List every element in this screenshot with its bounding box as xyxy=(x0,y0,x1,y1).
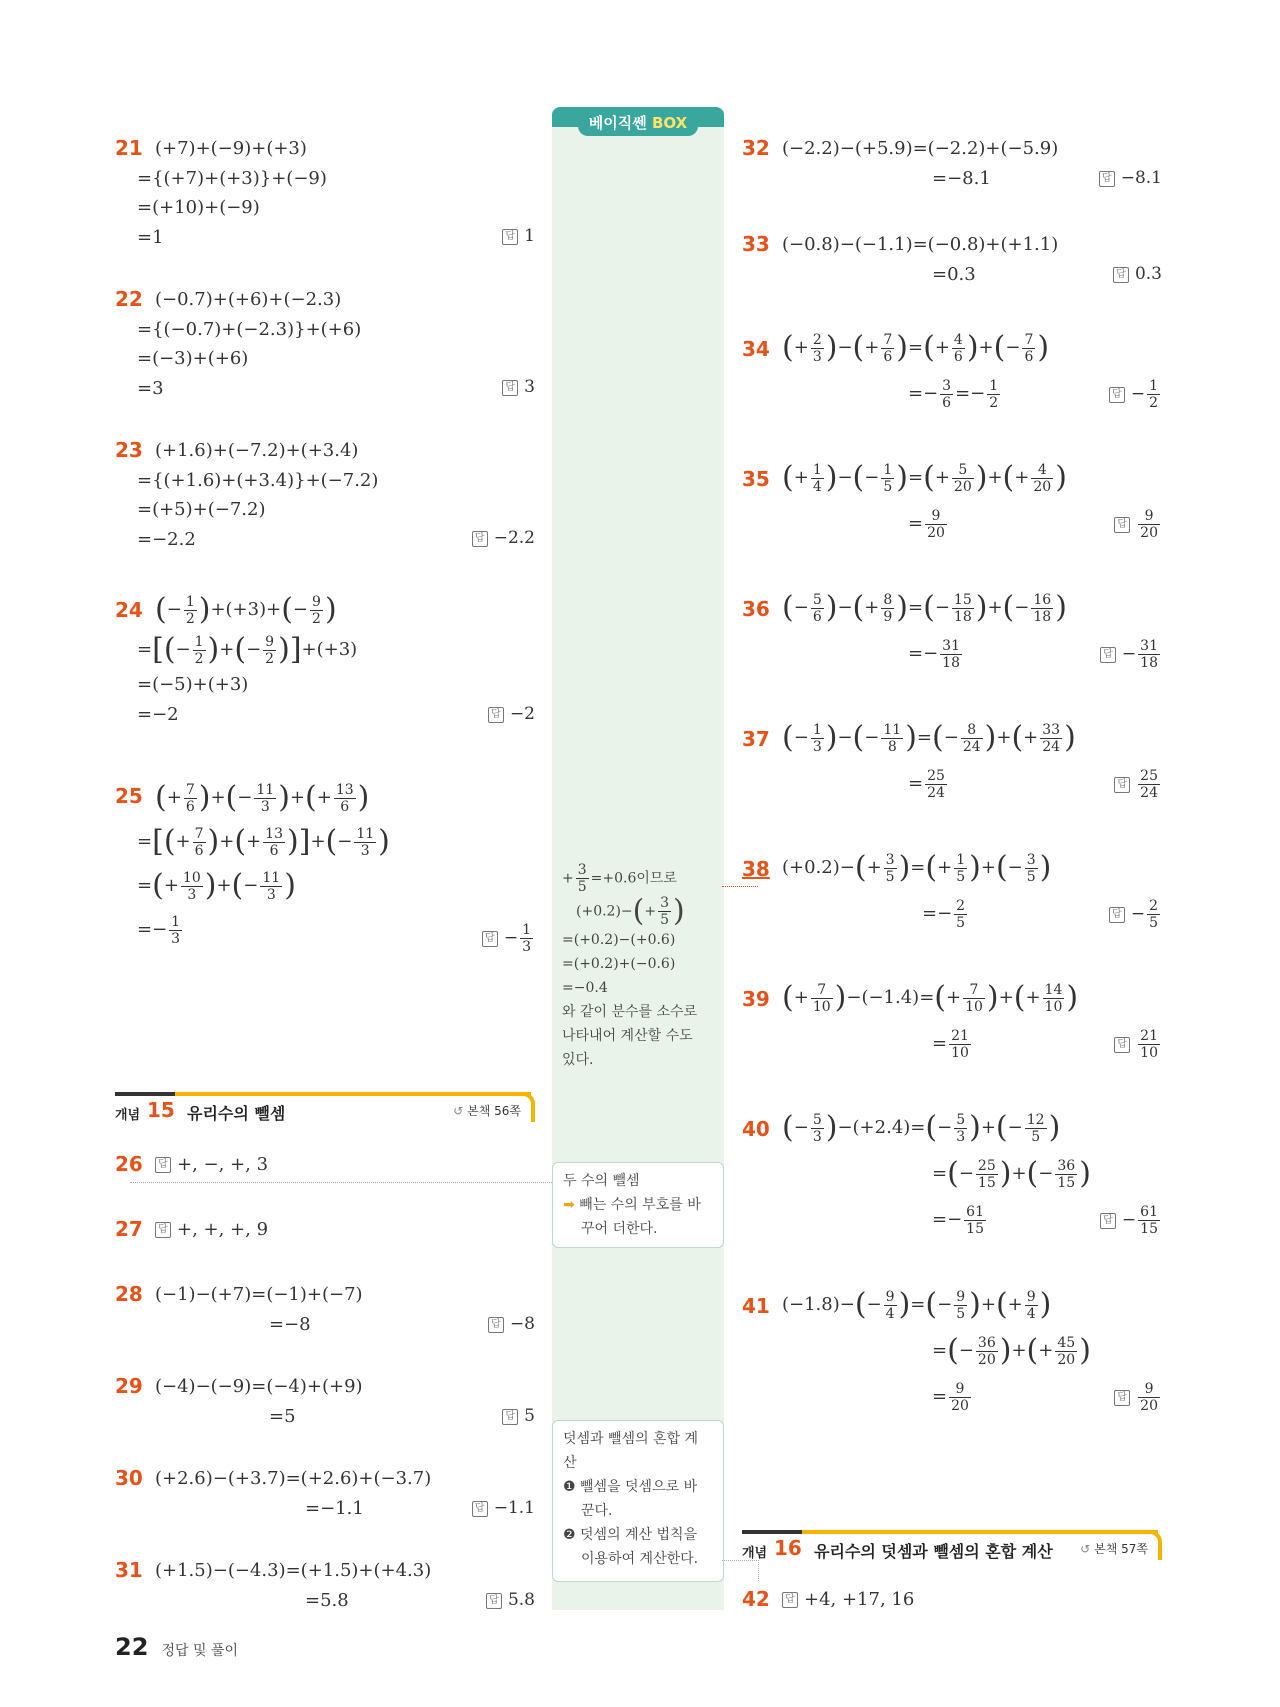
equation-line: =(−3)+(+6) xyxy=(137,348,249,369)
answer-icon: 답 xyxy=(482,931,498,947)
footer-label: 정답 및 풀이 xyxy=(161,1643,239,1659)
answer-icon: 답 xyxy=(1099,171,1115,187)
answer: 답 5.8 xyxy=(486,1586,535,1616)
note2-text1: 빼는 수의 부호를 바 xyxy=(579,1197,701,1213)
answer: 답 −8.1 xyxy=(1099,164,1162,194)
note3-title2: 산 xyxy=(563,1455,577,1471)
answer: 답 − $\frac{1}{3}$ xyxy=(482,922,535,955)
header-corner xyxy=(1150,1530,1162,1560)
equation-line: (+1.6)+(−7.2)+(+3.4) xyxy=(155,440,359,461)
answer: 답 −2.2 xyxy=(472,524,535,554)
equation-line: =5 xyxy=(269,1405,296,1427)
equation-line: (− $\frac{1}{3}$ )−(− $\frac{11}{8}$ )=(− $\frac{8}{24}$ )+(+ $\frac{33}{24}$ ) xyxy=(782,720,1076,755)
answer-icon: 답 xyxy=(1100,647,1116,663)
equation-line: =−2 xyxy=(137,703,179,725)
equation-line: = $\frac{9}{20}$ xyxy=(908,507,945,541)
concept-prefix: 개념 xyxy=(115,1108,141,1123)
circled-two-icon: ❷ xyxy=(563,1527,576,1543)
answer-icon: 답 xyxy=(488,1317,504,1333)
concept-number: 16 xyxy=(774,1536,802,1560)
equation-line: =(+ $\frac{10}{3}$ )+(− $\frac{11}{3}$ ) xyxy=(137,868,296,903)
answer: 답 5 xyxy=(502,1402,535,1432)
answer: 답 −1.1 xyxy=(472,1494,535,1524)
note2-text2: 꾸어 더한다. xyxy=(581,1221,658,1237)
problem-number: 30 xyxy=(115,1466,143,1490)
problem-number: 25 xyxy=(115,784,143,808)
answer-icon: 답 xyxy=(1114,1037,1130,1053)
basic-box-title-main: 베이직쎈 xyxy=(588,114,647,132)
equation-line: =− $\frac{1}{3}$ xyxy=(137,913,181,947)
answer-icon: 답 xyxy=(155,1157,171,1173)
answer: 답 3 xyxy=(502,373,535,403)
equation-line: (+ $\frac{7}{6}$ )+(− $\frac{11}{3}$ )+(+ $\frac{13}{6}$ ) xyxy=(155,780,370,815)
problem-number: 35 xyxy=(742,467,770,491)
equation-line: =5.8 xyxy=(305,1589,349,1611)
note-line8: 있다. xyxy=(562,1052,594,1068)
equation-line: =(− $\frac{25}{15}$ )+(− $\frac{36}{15}$ ) xyxy=(932,1156,1091,1191)
note3-title1: 덧셈과 뺄셈의 혼합 계 xyxy=(563,1431,699,1447)
concept-prefix: 개념 xyxy=(742,1546,768,1561)
equation-line: =(+5)+(−7.2) xyxy=(137,499,266,520)
equation-line: =− $\frac{31}{18}$ xyxy=(908,637,960,671)
problem-number: 32 xyxy=(742,136,770,160)
box-note-decimal: + $\frac{3}{5}$ =+0.6이므로 (+0.2)−(+ $\frac{3}{5}$ ) =(+0.2)−(+0.6) =(+0.2)+(−0.6) =−0.4 와 같이 분수를 소수로 나타내어 계산할 수도 있다. xyxy=(562,862,722,1072)
concept-title: 유리수의 덧셈과 뺄셈의 혼합 계산 xyxy=(814,1542,1053,1561)
equation-line: (−4)−(−9)=(−4)+(+9) xyxy=(155,1376,363,1397)
concept-16-header xyxy=(742,1530,1162,1564)
equation-line: (−2.2)−(+5.9)=(−2.2)+(−5.9) xyxy=(782,138,1059,159)
equation-line: ={(+7)+(+3)}+(−9) xyxy=(137,167,327,189)
answer-icon: 답 xyxy=(1109,387,1125,403)
problem-number: 39 xyxy=(742,987,770,1011)
page-ref: ↺ 본책 56쪽 xyxy=(453,1104,521,1118)
equation-line: =(+10)+(−9) xyxy=(137,197,260,218)
problem-number: 24 xyxy=(115,598,143,622)
answer-icon: 답 xyxy=(1113,267,1129,283)
equation-line: =3 xyxy=(137,377,164,399)
equation-line: (+ $\frac{1}{4}$ )−(− $\frac{1}{5}$ )=(+ $\frac{5}{20}$ )+(+ $\frac{4}{20}$ ) xyxy=(782,460,1067,495)
problem-number: 36 xyxy=(742,597,770,621)
equation-line: =−8 xyxy=(269,1313,311,1335)
problem-number: 42 xyxy=(742,1587,770,1611)
answer-icon: 답 xyxy=(472,531,488,547)
problem-number: 33 xyxy=(742,232,770,256)
note3-item2b: 이용하여 계산한다. xyxy=(581,1551,699,1567)
page-ref: ↺ 본책 57쪽 xyxy=(1080,1542,1148,1556)
equation-line: (− $\frac{5}{6}$ )−(+ $\frac{8}{9}$ )=(− $\frac{15}{18}$ )+(− $\frac{16}{18}$ ) xyxy=(782,590,1067,625)
page-footer xyxy=(115,1633,238,1661)
problem-number: 27 xyxy=(115,1217,143,1241)
answer: +, −, +, 3 xyxy=(177,1154,269,1175)
page-number: 22 xyxy=(115,1633,149,1661)
equation-line: =0.3 xyxy=(932,263,976,285)
problem-number: 22 xyxy=(115,287,143,311)
problem-number: 29 xyxy=(115,1374,143,1398)
problem-number: 21 xyxy=(115,136,143,160)
answer-icon: 답 xyxy=(486,1593,502,1609)
answer-icon: 답 xyxy=(1109,907,1125,923)
note-frac-num: 3 xyxy=(577,862,587,878)
note-frac-den: 5 xyxy=(577,879,587,895)
equation-line: =1 xyxy=(137,226,164,248)
answer-icon: 답 xyxy=(472,1501,488,1517)
note3-item1a: 뺄셈을 덧셈으로 바 xyxy=(580,1479,698,1495)
problem-number: 31 xyxy=(115,1558,143,1582)
problem-number: 41 xyxy=(742,1294,770,1318)
note-line4: =(+0.2)+(−0.6) xyxy=(562,956,676,972)
problem-number: 28 xyxy=(115,1282,143,1306)
equation-line: =(−5)+(+3) xyxy=(137,674,249,695)
equation-line: =− $\frac{2}{5}$ xyxy=(922,897,966,931)
note-line5: =−0.4 xyxy=(562,980,608,996)
answer: 답 − $\frac{61}{15}$ xyxy=(1100,1197,1162,1243)
answer: 답 1 xyxy=(502,222,535,252)
equation-line: (−0.8)−(−1.1)=(−0.8)+(+1.1) xyxy=(782,234,1059,255)
problem-number: 34 xyxy=(742,337,770,361)
arrow-icon: ➡ xyxy=(563,1197,575,1213)
answer-icon: 답 xyxy=(502,229,518,245)
answer-icon: 답 xyxy=(1100,1213,1116,1229)
concept-title: 유리수의 뺄셈 xyxy=(187,1104,286,1123)
equation-line: (− $\frac{1}{2}$ )+(+3)+(− $\frac{9}{2}$ ) xyxy=(155,592,337,627)
concept-number: 15 xyxy=(147,1098,175,1122)
note-line1: =+0.6이므로 xyxy=(590,870,677,887)
answer-icon: 답 xyxy=(155,1222,171,1238)
equation-line: =[(− $\frac{1}{2}$ )+(− $\frac{9}{2}$ )]+(+3) xyxy=(137,632,358,667)
equation-line: =−8.1 xyxy=(932,167,991,189)
equation-line: (+0.2)−(+ $\frac{3}{5}$ )=(+ $\frac{1}{5}$ )+(− $\frac{3}{5}$ ) xyxy=(782,850,1052,885)
answer-icon: 답 xyxy=(1114,777,1130,793)
problem-number: 38 xyxy=(742,857,770,881)
equation-line: =− $\frac{3}{6}$ =− $\frac{1}{2}$ xyxy=(908,377,999,411)
note3-item2a: 덧셈의 계산 법칙을 xyxy=(580,1527,698,1543)
problem-number: 40 xyxy=(742,1117,770,1141)
equation-line: =[(+ $\frac{7}{6}$ )+(+ $\frac{13}{6}$ )]+(− $\frac{11}{3}$ ) xyxy=(137,824,390,859)
answer: 답 $\frac{25}{24}$ xyxy=(1114,761,1162,807)
note3-item1b: 꾼다. xyxy=(581,1503,613,1519)
dotted-leader xyxy=(130,1182,552,1183)
note-line3: =(+0.2)−(+0.6) xyxy=(562,932,676,948)
refresh-icon: ↺ xyxy=(1080,1542,1091,1556)
equation-line: (+ $\frac{2}{3}$ )−(+ $\frac{7}{6}$ )=(+ $\frac{4}{6}$ )+(− $\frac{7}{6}$ ) xyxy=(782,330,1050,365)
answer: 답 $\frac{9}{20}$ xyxy=(1114,1374,1162,1420)
basic-box-column xyxy=(552,110,724,1610)
answer: +4, +17, 16 xyxy=(804,1589,915,1610)
answer-icon: 답 xyxy=(1114,1390,1130,1406)
problem-number: 23 xyxy=(115,438,143,462)
equation-line: =−1.1 xyxy=(305,1497,364,1519)
equation-line: =(− $\frac{36}{20}$ )+(+ $\frac{45}{20}$ ) xyxy=(932,1333,1091,1368)
answer: 답 0.3 xyxy=(1113,260,1162,290)
note-line7: 나타내어 계산할 수도 xyxy=(562,1028,693,1044)
answer-icon: 답 xyxy=(502,1409,518,1425)
equation-line: =−2.2 xyxy=(137,528,196,550)
concept-15-header xyxy=(115,1092,535,1126)
equation-line: ={(−0.7)+(−2.3)}+(+6) xyxy=(137,318,362,340)
equation-line: = $\frac{9}{20}$ xyxy=(932,1380,969,1414)
equation-line: (+ $\frac{7}{10}$ )−(−1.4)=(+ $\frac{7}{10}$ )+(+ $\frac{14}{10}$ ) xyxy=(782,980,1079,1015)
equation-line: (− $\frac{5}{3}$ )−(+2.4)=(− $\frac{5}{3}$ )+(− $\frac{12}{5}$ ) xyxy=(782,1110,1061,1145)
answer-icon: 답 xyxy=(502,380,518,396)
equation-line: ={(+1.6)+(+3.4)}+(−7.2) xyxy=(137,469,379,491)
equation-line: =− $\frac{61}{15}$ xyxy=(932,1203,984,1237)
answer: 답 $\frac{21}{10}$ xyxy=(1114,1021,1162,1067)
answer: 답 − $\frac{31}{18}$ xyxy=(1100,631,1162,677)
problem-number: 37 xyxy=(742,727,770,751)
answer: +, +, +, 9 xyxy=(177,1219,269,1240)
box-note-subtraction xyxy=(552,1162,724,1248)
equation-line: (+7)+(−9)+(+3) xyxy=(155,138,307,159)
equation-line: (−0.7)+(+6)+(−2.3) xyxy=(155,289,342,310)
problem-number: 26 xyxy=(115,1152,143,1176)
circled-one-icon: ❶ xyxy=(563,1479,576,1495)
equation-line: = $\frac{21}{10}$ xyxy=(932,1027,969,1061)
note-line6: 와 같이 분수를 소수로 xyxy=(562,1004,698,1020)
answer-icon: 답 xyxy=(1114,517,1130,533)
header-corner xyxy=(523,1092,535,1122)
answer: 답 −2 xyxy=(488,700,535,730)
box-note-mixed xyxy=(552,1420,724,1582)
dotted-leader xyxy=(722,886,758,887)
answer: 답 $\frac{9}{20}$ xyxy=(1114,501,1162,547)
equation-line: = $\frac{25}{24}$ xyxy=(908,767,945,801)
refresh-icon: ↺ xyxy=(453,1104,464,1118)
basic-box-title xyxy=(578,110,698,136)
answer: 답 −8 xyxy=(488,1310,535,1340)
answer-icon: 답 xyxy=(782,1592,798,1608)
equation-line: (−1.8)−(− $\frac{9}{4}$ )=(− $\frac{9}{5}$ )+(+ $\frac{9}{4}$ ) xyxy=(782,1287,1052,1322)
basic-box-title-box: BOX xyxy=(651,114,688,132)
equation-line: (−1)−(+7)=(−1)+(−7) xyxy=(155,1284,363,1305)
note2-title: 두 수의 뺄셈 xyxy=(563,1173,640,1189)
equation-line: (+1.5)−(−4.3)=(+1.5)+(+4.3) xyxy=(155,1560,432,1581)
answer-icon: 답 xyxy=(488,707,504,723)
equation-line: (+2.6)−(+3.7)=(+2.6)+(−3.7) xyxy=(155,1468,432,1489)
answer: 답 − $\frac{2}{5}$ xyxy=(1109,891,1162,937)
answer: 답 − $\frac{1}{2}$ xyxy=(1109,371,1162,417)
